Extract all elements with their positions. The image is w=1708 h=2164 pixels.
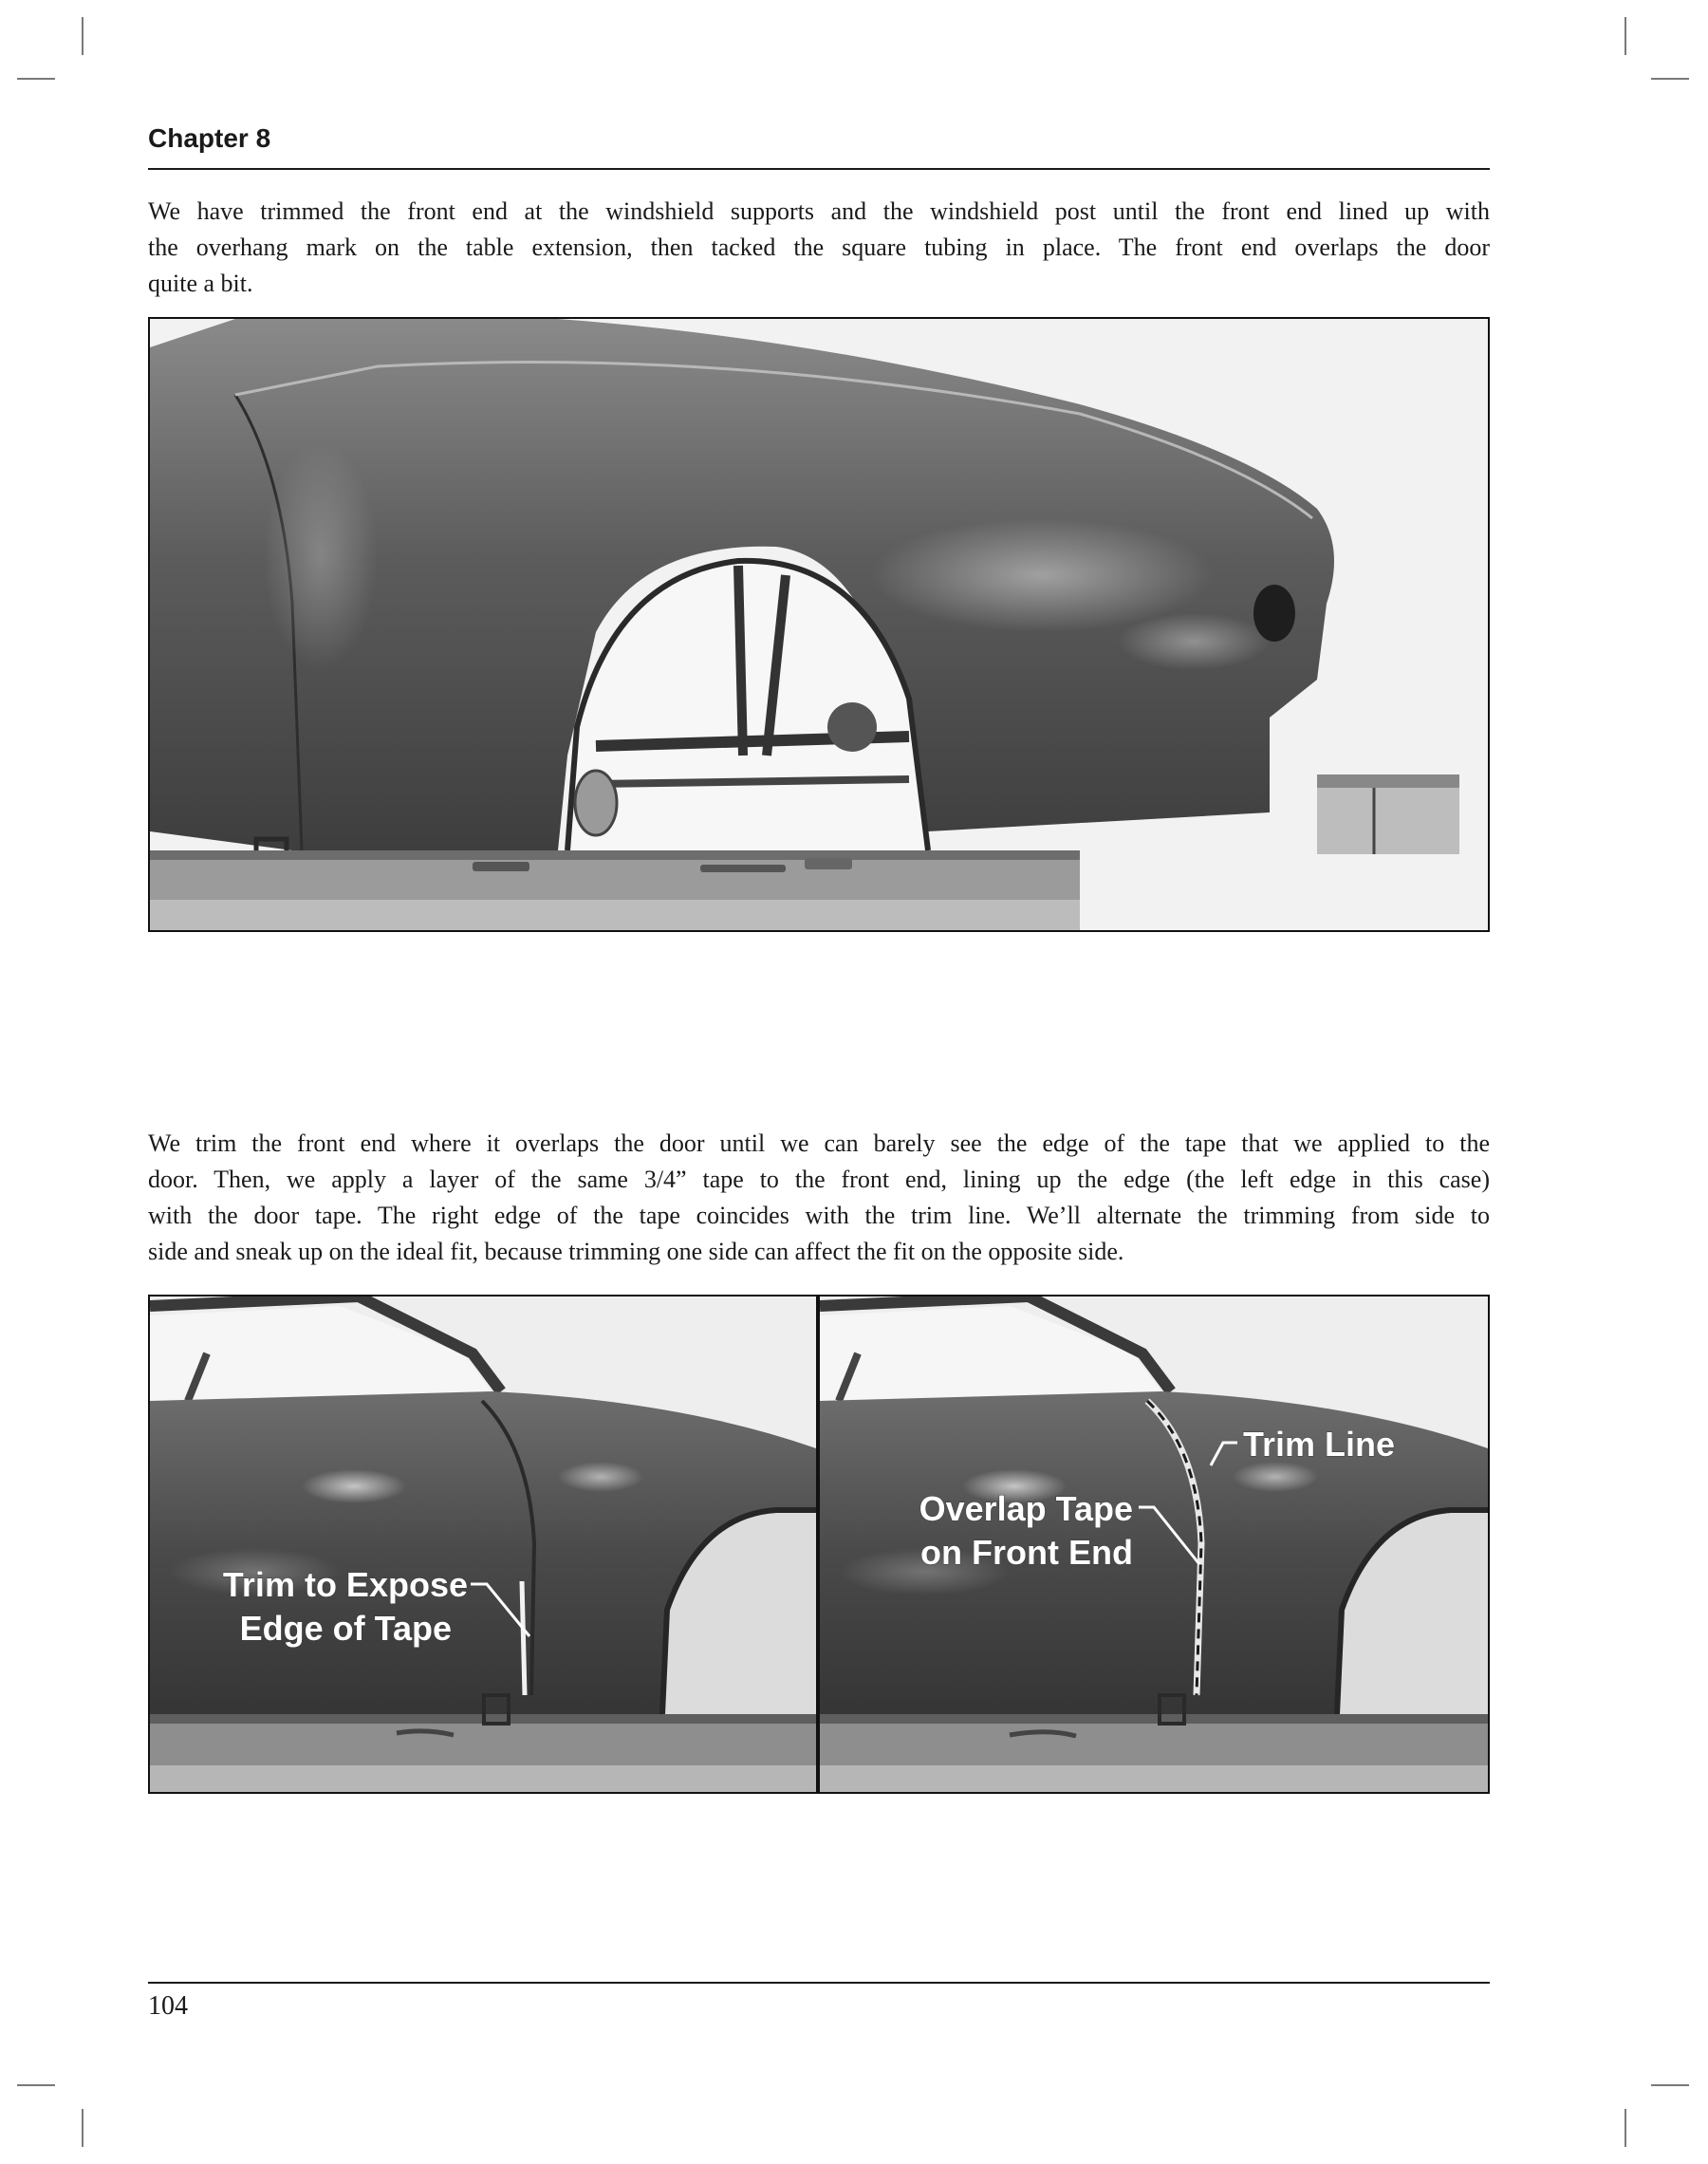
- footer-rule: [148, 1982, 1490, 1984]
- page-number: 104: [148, 1991, 188, 2021]
- paragraph-2: [148, 1126, 1490, 1270]
- crop-mark: [1624, 17, 1626, 55]
- crop-mark: [1651, 2084, 1689, 2086]
- paragraph-line: side and sneak up on the ideal fit, because trimming one side can affect the fit on the opposite side.: [148, 1238, 1124, 1265]
- photo-door-panel-illustration: [150, 1297, 816, 1792]
- crop-mark: [17, 78, 55, 80]
- callout-on-front-end: on Front End: [920, 1533, 1133, 1572]
- crop-mark: [17, 2084, 55, 2086]
- callout-trim-line: Trim Line: [1243, 1425, 1396, 1464]
- paragraph-1: [148, 194, 1490, 302]
- photo-front-end-overlap: [148, 317, 1490, 932]
- photo-trim-line: [818, 1295, 1490, 1794]
- callout-trim-to-expose: Trim to Expose: [222, 1565, 468, 1604]
- photo-trim-to-expose: [148, 1295, 818, 1794]
- paragraph-line: We trim the front end where it overlaps the door until we can barely see the edge of the tape that we applied to the: [148, 1129, 1490, 1157]
- callout-overlap-tape: Overlap Tape: [919, 1489, 1133, 1528]
- chapter-heading: Chapter 8: [148, 123, 271, 153]
- photo-front-end-tape-illustration: [820, 1297, 1488, 1792]
- callout-edge-of-tape: Edge of Tape: [239, 1609, 452, 1648]
- photo-front-end-illustration: [150, 319, 1488, 930]
- crop-mark: [1624, 2109, 1626, 2147]
- paragraph-line: with the door tape. The right edge of the tape coincides with the trim line. We’ll alternate the trimming from side to: [148, 1202, 1490, 1229]
- crop-mark: [82, 2109, 84, 2147]
- paragraph-line: the overhang mark on the table extension, then tacked the square tubing in place. The front end overlaps the door: [148, 233, 1490, 261]
- crop-mark: [1651, 78, 1689, 80]
- paragraph-line: We have trimmed the front end at the windshield supports and the windshield post until the front end lined up with: [148, 197, 1490, 225]
- paragraph-line: door. Then, we apply a layer of the same 3/4” tape to the front end, lining up the edge (the left edge in this case): [148, 1166, 1490, 1193]
- paragraph-line: quite a bit.: [148, 270, 253, 297]
- crop-mark: [82, 17, 84, 55]
- header-rule: [148, 168, 1490, 170]
